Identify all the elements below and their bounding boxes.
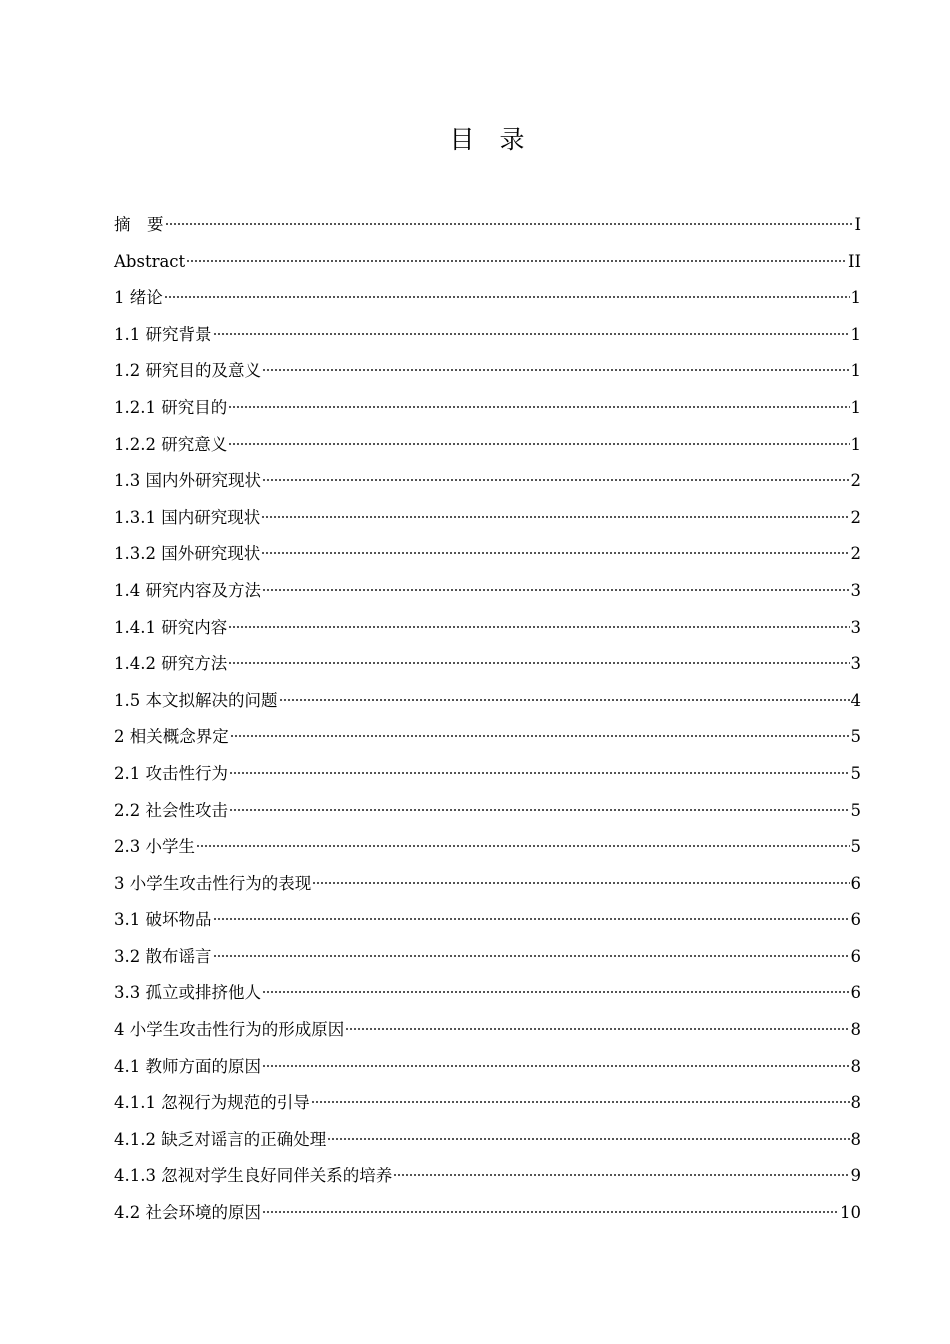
toc-entry-label: 2.1 攻击性行为: [114, 763, 228, 783]
dot-leader: [164, 295, 850, 299]
toc-entry-page-number: 5: [850, 837, 861, 857]
toc-entry[interactable]: [114, 793, 861, 830]
toc-entry-page-number: 3: [850, 617, 861, 637]
toc-entry-page-number: 5: [850, 727, 861, 747]
dot-leader: [262, 1064, 850, 1068]
toc-entry-page-number: 6: [850, 983, 861, 1003]
toc-entry-page-number: 6: [850, 946, 861, 966]
toc-entry-label: 1 绪论: [114, 288, 163, 308]
toc-entry-page-number: 8: [850, 1056, 861, 1076]
toc-entry[interactable]: [114, 500, 861, 537]
toc-entry-label: 4.1 教师方面的原因: [114, 1056, 261, 1076]
toc-entry-page-number: 2: [850, 544, 861, 564]
toc-entry-page-number: 1: [850, 434, 861, 454]
toc-entry-page-number: 6: [850, 910, 861, 930]
toc-title: 目 录: [449, 125, 525, 154]
toc-entry-page-number: 4: [850, 690, 861, 710]
toc-entry-label: Abstract: [114, 251, 186, 271]
table-of-contents: [114, 207, 861, 1232]
toc-entry-page-number: 1: [850, 288, 861, 308]
toc-entry-label: 4 小学生攻击性行为的形成原因: [114, 1020, 345, 1040]
dot-leader: [228, 442, 849, 446]
dot-leader: [393, 1173, 849, 1177]
toc-entry-label: 1.4 研究内容及方法: [114, 580, 261, 600]
dot-leader: [165, 222, 853, 226]
dot-leader: [229, 808, 850, 812]
toc-entry[interactable]: [114, 207, 861, 244]
toc-entry[interactable]: [114, 1049, 861, 1086]
toc-entry[interactable]: [114, 975, 861, 1012]
toc-entry-page-number: I: [854, 215, 861, 234]
toc-entry-label: 1.2 研究目的及意义: [114, 361, 261, 381]
toc-entry-label: 4.1.1 忽视行为规范的引导: [114, 1093, 310, 1113]
toc-entry-label: 摘 要: [114, 215, 164, 234]
dot-leader: [229, 771, 850, 775]
dot-leader: [186, 259, 847, 263]
toc-entry-label: 1.1 研究背景: [114, 324, 212, 344]
dot-leader: [279, 698, 850, 702]
toc-entry-label: 1.3.1 国内研究现状: [114, 507, 261, 527]
dot-leader: [262, 588, 850, 592]
toc-entry[interactable]: [114, 829, 861, 866]
dot-leader: [196, 844, 850, 848]
toc-entry[interactable]: [114, 244, 861, 281]
toc-entry-page-number: 3: [850, 654, 861, 674]
toc-entry[interactable]: [114, 756, 861, 793]
toc-entry-page-number: 8: [850, 1020, 861, 1040]
toc-entry[interactable]: [114, 463, 861, 500]
toc-entry[interactable]: [114, 1085, 861, 1122]
toc-entry-label: 2.3 小学生: [114, 837, 195, 857]
dot-leader: [230, 734, 850, 738]
toc-entry-label: 1.2.2 研究意义: [114, 434, 228, 454]
toc-entry-page-number: II: [847, 251, 861, 271]
toc-entry-page-number: 6: [850, 873, 861, 893]
toc-entry[interactable]: [114, 1122, 861, 1159]
toc-entry-page-number: 8: [850, 1093, 861, 1113]
toc-entry-page-number: 5: [850, 800, 861, 820]
toc-entry[interactable]: [114, 1012, 861, 1049]
toc-entry-label: 1.3.2 国外研究现状: [114, 544, 261, 564]
toc-entry-page-number: 10: [840, 1203, 861, 1223]
toc-entry-page-number: 1: [850, 361, 861, 381]
toc-entry-label: 1.4.2 研究方法: [114, 654, 228, 674]
toc-entry-label: 1.2.1 研究目的: [114, 397, 228, 417]
toc-entry-label: 2 相关概念界定: [114, 727, 229, 747]
toc-entry-label: 1.5 本文拟解决的问题: [114, 690, 278, 710]
toc-entry-label: 2.2 社会性攻击: [114, 800, 228, 820]
dot-leader: [228, 661, 849, 665]
toc-entry[interactable]: [114, 939, 861, 976]
toc-entry[interactable]: [114, 1195, 861, 1232]
toc-entry-page-number: 9: [850, 1166, 861, 1186]
toc-entry[interactable]: [114, 902, 861, 939]
toc-entry-label: 3.3 孤立或排挤他人: [114, 983, 261, 1003]
toc-entry[interactable]: [114, 610, 861, 647]
toc-entry-page-number: 5: [850, 763, 861, 783]
toc-entry-page-number: 1: [850, 397, 861, 417]
toc-entry-label: 1.3 国内外研究现状: [114, 471, 261, 491]
toc-entry-label: 4.1.3 忽视对学生良好同伴关系的培养: [114, 1166, 393, 1186]
dot-leader: [261, 515, 849, 519]
dot-leader: [262, 368, 850, 372]
toc-entry[interactable]: [114, 353, 861, 390]
toc-entry[interactable]: [114, 646, 861, 683]
dot-leader: [213, 332, 850, 336]
toc-entry-label: 3 小学生攻击性行为的表现: [114, 873, 312, 893]
toc-entry-page-number: 2: [850, 507, 861, 527]
dot-leader: [261, 551, 849, 555]
toc-entry[interactable]: [114, 280, 861, 317]
dot-leader: [312, 881, 849, 885]
dot-leader: [213, 954, 850, 958]
dot-leader: [262, 478, 850, 482]
toc-entry[interactable]: [114, 573, 861, 610]
toc-entry[interactable]: [114, 427, 861, 464]
toc-entry[interactable]: [114, 317, 861, 354]
toc-entry[interactable]: [114, 1158, 861, 1195]
dot-leader: [311, 1100, 850, 1104]
toc-entry-label: 4.1.2 缺乏对谣言的正确处理: [114, 1129, 327, 1149]
toc-entry[interactable]: [114, 683, 861, 720]
toc-entry-label: 3.1 破坏物品: [114, 910, 212, 930]
toc-entry[interactable]: [114, 536, 861, 573]
toc-entry-page-number: 8: [850, 1129, 861, 1149]
dot-leader: [262, 990, 850, 994]
dot-leader: [213, 917, 850, 921]
toc-entry-page-number: 1: [850, 324, 861, 344]
dot-leader: [327, 1137, 849, 1141]
dot-leader: [345, 1027, 849, 1031]
toc-entry-label: 1.4.1 研究内容: [114, 617, 228, 637]
toc-entry[interactable]: [114, 719, 861, 756]
toc-entry-label: 3.2 散布谣言: [114, 946, 212, 966]
dot-leader: [262, 1210, 839, 1214]
toc-entry-label: 4.2 社会环境的原因: [114, 1203, 261, 1223]
toc-entry[interactable]: [114, 390, 861, 427]
toc-entry[interactable]: [114, 866, 861, 903]
dot-leader: [228, 625, 849, 629]
toc-entry-page-number: 3: [850, 580, 861, 600]
toc-entry-page-number: 2: [850, 471, 861, 491]
dot-leader: [228, 405, 849, 409]
